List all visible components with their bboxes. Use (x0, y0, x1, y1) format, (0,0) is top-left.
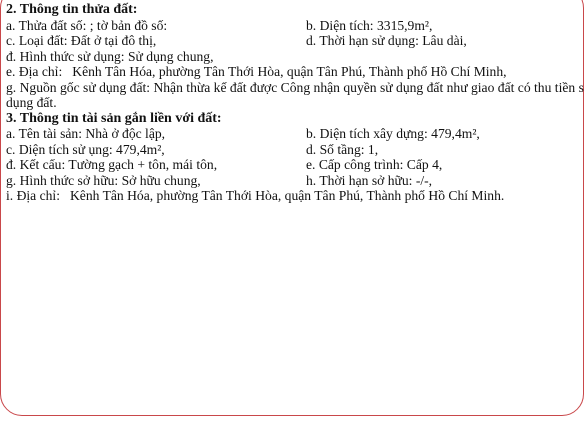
asset-row-2 (6, 142, 584, 158)
land-type: c. Loại đất: Đất ở tại đô thị, (6, 33, 157, 48)
asset-grade: e. Cấp công trình: Cấp 4, (306, 157, 443, 172)
land-address-value: Kênh Tân Hóa, phường Tân Thới Hòa, quận Tân Phú, Thành phố Hồ Chí Minh, (72, 64, 507, 79)
asset-address-value: Kênh Tân Hóa, phường Tân Thới Hòa, quận Tân Phú, Thành phố Hồ Chí Minh. (69, 188, 505, 203)
asset-usable-area: c. Diện tích sử ụng: 479,4m², (6, 141, 165, 157)
land-plot-number: a. Thửa đất số: ; tờ bản đồ số: (6, 17, 168, 33)
land-usage-form: đ. Hình thức sử dụng: Sử dụng chung, (6, 48, 214, 64)
land-row-3 (6, 49, 584, 65)
land-address (6, 64, 507, 80)
land-row-6 (6, 95, 584, 111)
land-usage-term: d. Thời hạn sử dụng: Lâu dài, (306, 33, 467, 48)
land-row-1 (6, 18, 584, 34)
asset-row-4 (6, 173, 584, 189)
land-row-2 (6, 33, 584, 49)
asset-info-heading: 3. Thông tin tài sản gắn liền với đất: (6, 110, 222, 126)
asset-row-1 (6, 126, 584, 142)
asset-floors: d. Số tầng: 1, (306, 141, 379, 157)
asset-structure: đ. Kết cấu: Tường gạch + tôn, mái tôn, (6, 157, 218, 172)
asset-address (6, 188, 504, 204)
asset-ownership-term: h. Thời hạn sở hữu: -/-, (306, 172, 433, 188)
land-row-4 (6, 64, 584, 80)
land-origin-line-1: g. Nguồn gốc sử dụng đất: Nhận thừa kế đất được Công nhận quyền sử dụng đất như giao đất có thu tiền s (6, 79, 584, 95)
asset-build-area: b. Diện tích xây dựng: 479,4m², (306, 126, 480, 141)
land-origin-line-2: dụng đất. (6, 95, 57, 110)
asset-name: a. Tên tài sản: Nhà ở độc lập, (6, 126, 166, 141)
land-area: b. Diện tích: 3315,9m², (306, 17, 433, 33)
document-content (6, 2, 584, 204)
asset-address-label: i. Địa chỉ: (6, 188, 60, 203)
asset-row-3 (6, 157, 584, 173)
asset-ownership-form: g. Hình thức sở hữu: Sở hữu chung, (6, 172, 201, 188)
land-address-label: e. Địa chỉ: (6, 64, 63, 79)
land-info-heading: 2. Thông tin thửa đất: (6, 2, 138, 17)
asset-row-5 (6, 188, 584, 204)
